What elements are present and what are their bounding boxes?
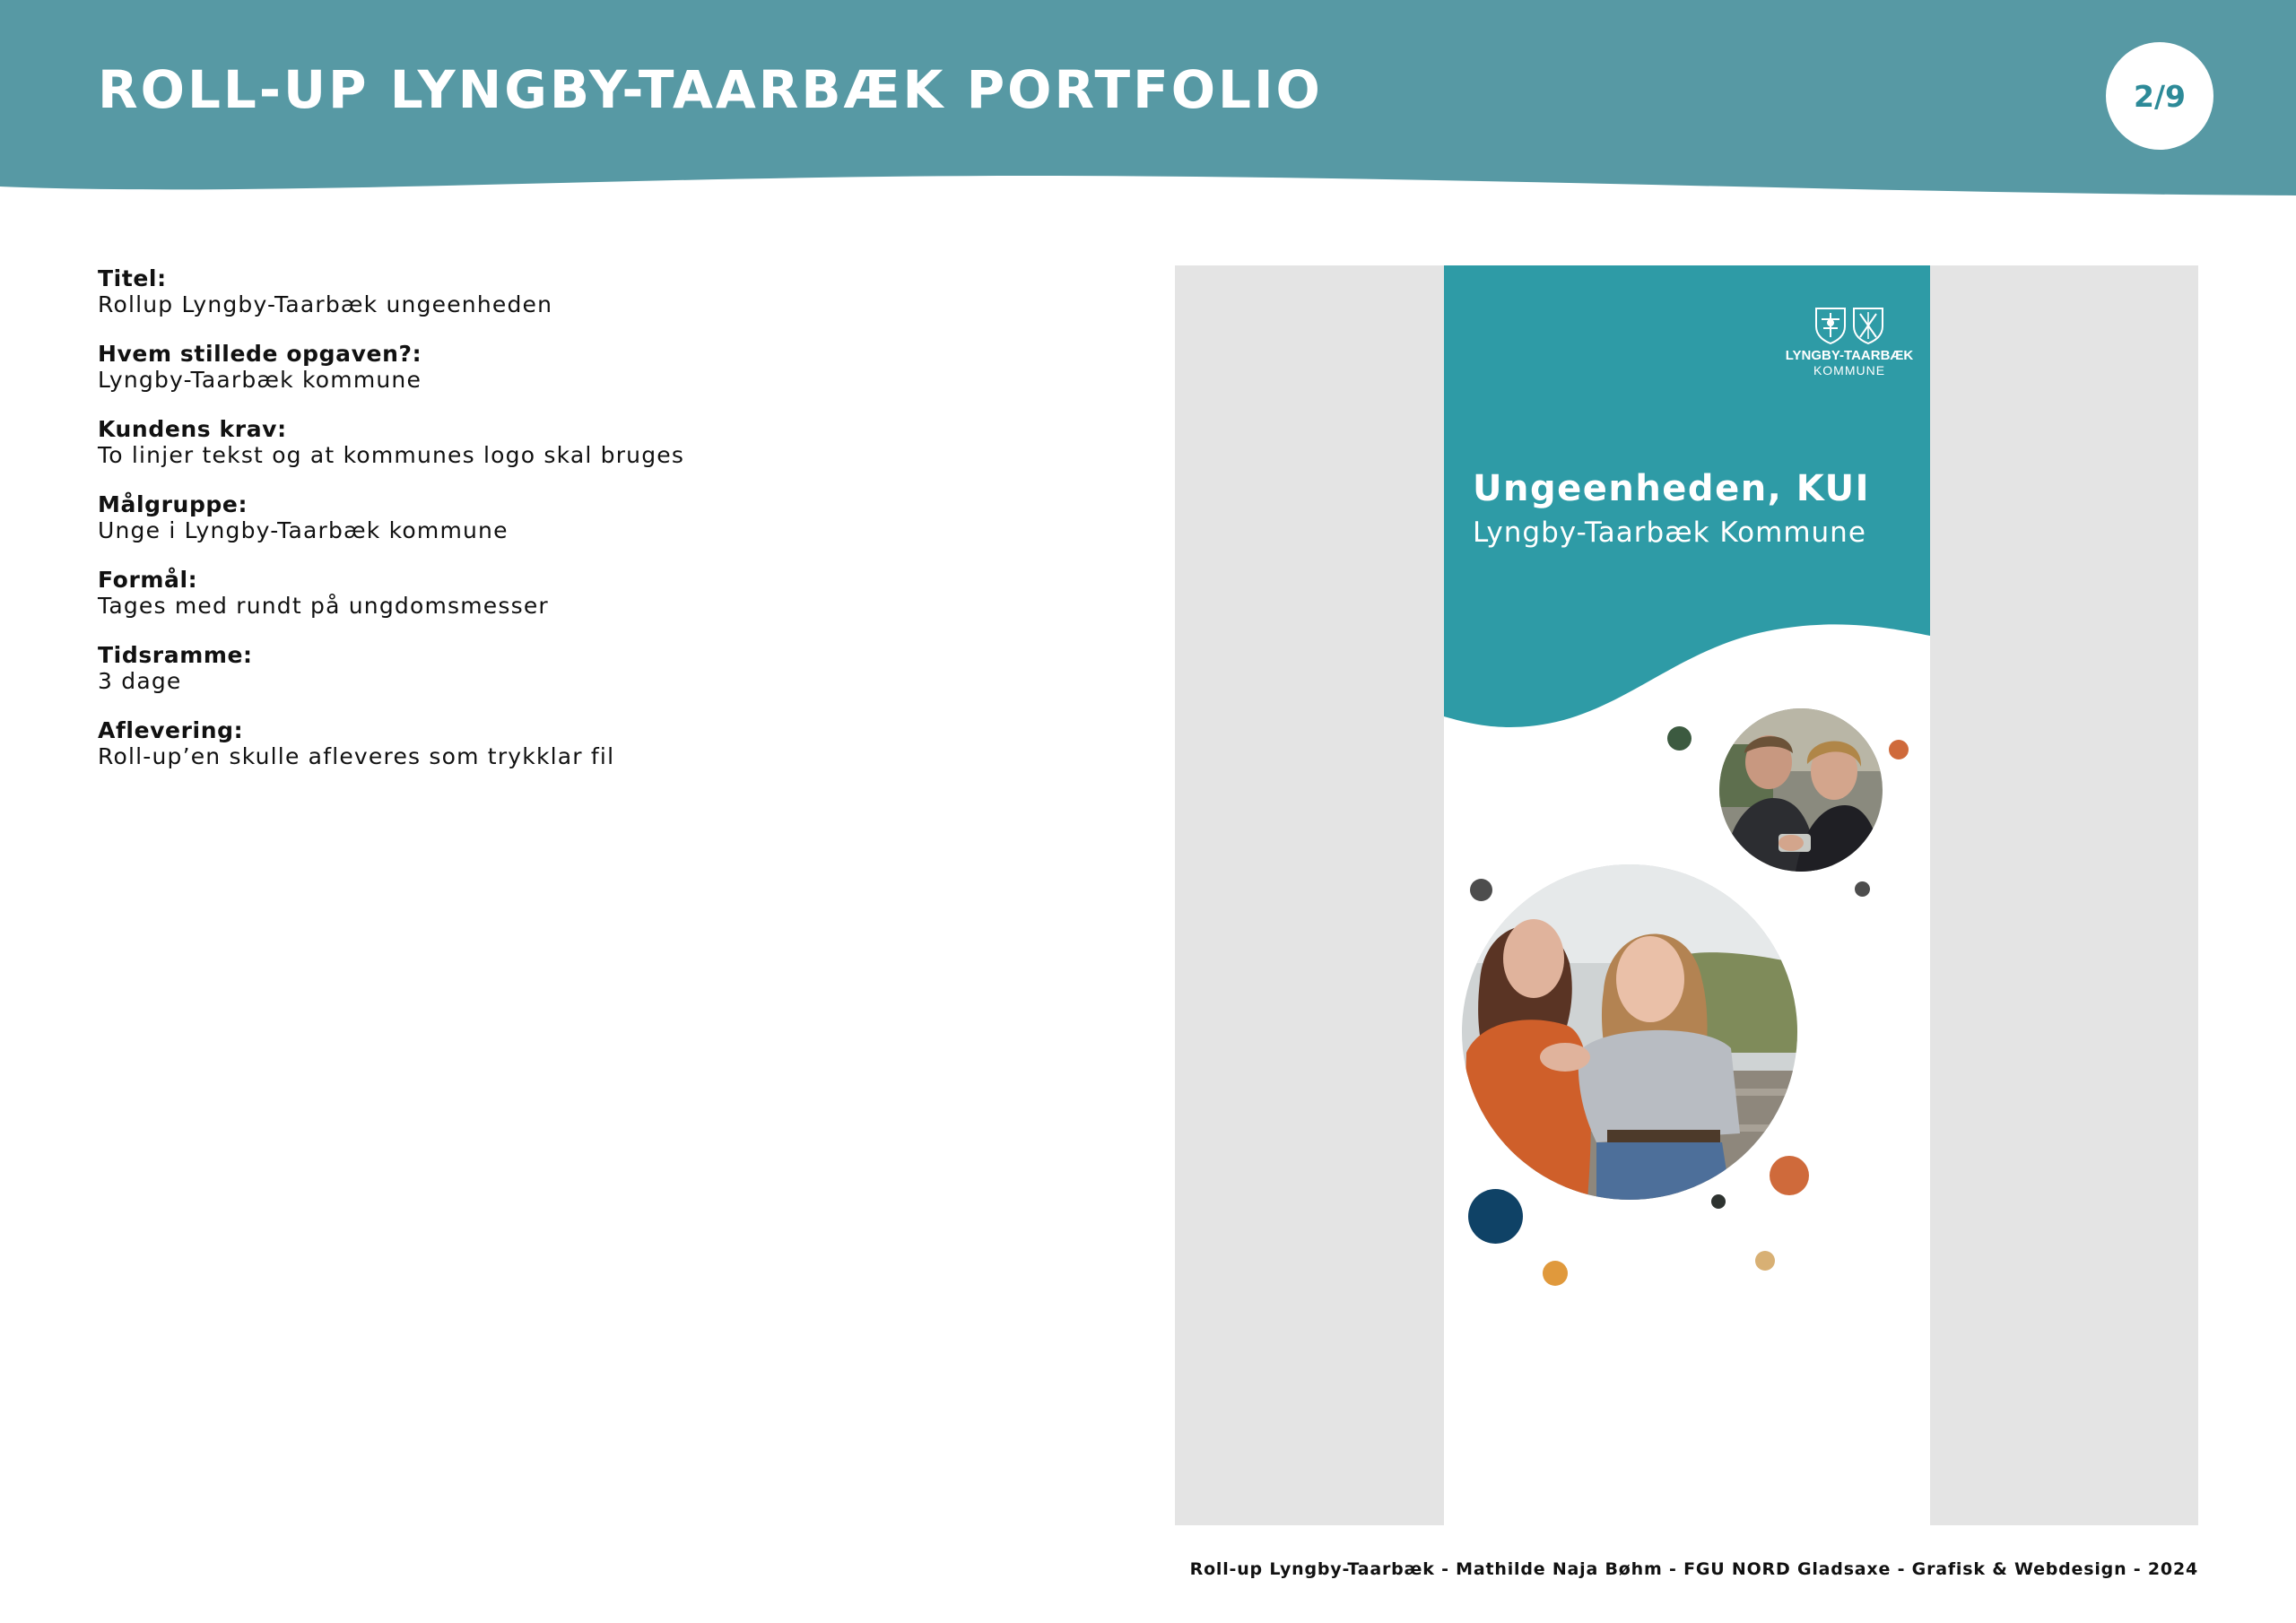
field-value: Unge i Lyngby-Taarbæk kommune: [98, 517, 509, 543]
municipality-logo: [1787, 307, 1912, 378]
rollup-headline: Ungeenheden, KUI: [1473, 468, 1870, 509]
decorative-dot: [1543, 1261, 1568, 1286]
rollup-banner: [1444, 265, 1930, 1525]
field-label: Kundens krav:: [98, 416, 287, 442]
photo-two-boys: [1719, 708, 1883, 872]
brief-field-delivery: [98, 717, 1084, 769]
brief-field-title: [98, 265, 1084, 317]
field-label: Aflevering:: [98, 717, 244, 743]
field-value: 3 dage: [98, 668, 182, 694]
project-brief: [98, 265, 1084, 793]
field-label: Tidsramme:: [98, 642, 253, 668]
page-title: ROLL-UP LYNGBY-TAARBÆK PORTFOLIO: [98, 59, 1323, 120]
crest-row: [1814, 307, 1884, 344]
decorative-dot: [1855, 881, 1870, 897]
decorative-dot: [1770, 1156, 1809, 1195]
rollup-subline: Lyngby-Taarbæk Kommune: [1473, 516, 1866, 549]
logo-subtitle: KOMMUNE: [1813, 363, 1886, 378]
photo-two-girls: [1462, 864, 1797, 1200]
shield-icon: [1852, 307, 1884, 344]
field-value: Tages med rundt på ungdomsmesser: [98, 593, 549, 619]
decorative-dot: [1755, 1251, 1775, 1271]
brief-field-client: [98, 341, 1084, 393]
decorative-dot: [1667, 726, 1692, 751]
decorative-dot: [1468, 1189, 1523, 1244]
field-value: To linjer tekst og at kommunes logo skal bruges: [98, 442, 685, 468]
rollup-mockup-frame: [1175, 265, 2198, 1525]
field-label: Formål:: [98, 567, 198, 593]
field-label: Hvem stillede opgaven?:: [98, 341, 422, 367]
logo-name: LYNGBY-TAARBÆK: [1785, 348, 1914, 363]
field-label: Titel:: [98, 265, 167, 291]
field-label: Målgruppe:: [98, 491, 248, 517]
brief-field-audience: [98, 491, 1084, 543]
footer-credit: Roll-up Lyngby-Taarbæk - Mathilde Naja Bøhm - FGU NORD Gladsaxe - Grafisk & Webdesign - 2024: [1189, 1559, 2198, 1579]
brief-field-timeframe: [98, 642, 1084, 694]
brief-field-requirements: [98, 416, 1084, 468]
field-value: Rollup Lyngby-Taarbæk ungeenheden: [98, 291, 553, 317]
decorative-dot: [1711, 1194, 1726, 1209]
shield-icon: [1814, 307, 1847, 344]
field-value: Lyngby-Taarbæk kommune: [98, 367, 422, 393]
decorative-dot: [1470, 879, 1492, 901]
field-value: Roll-up’en skulle afleveres som trykklar fil: [98, 743, 615, 769]
page-number-badge: 2/9: [2106, 42, 2213, 150]
brief-field-purpose: [98, 567, 1084, 619]
decorative-dot: [1889, 740, 1909, 759]
